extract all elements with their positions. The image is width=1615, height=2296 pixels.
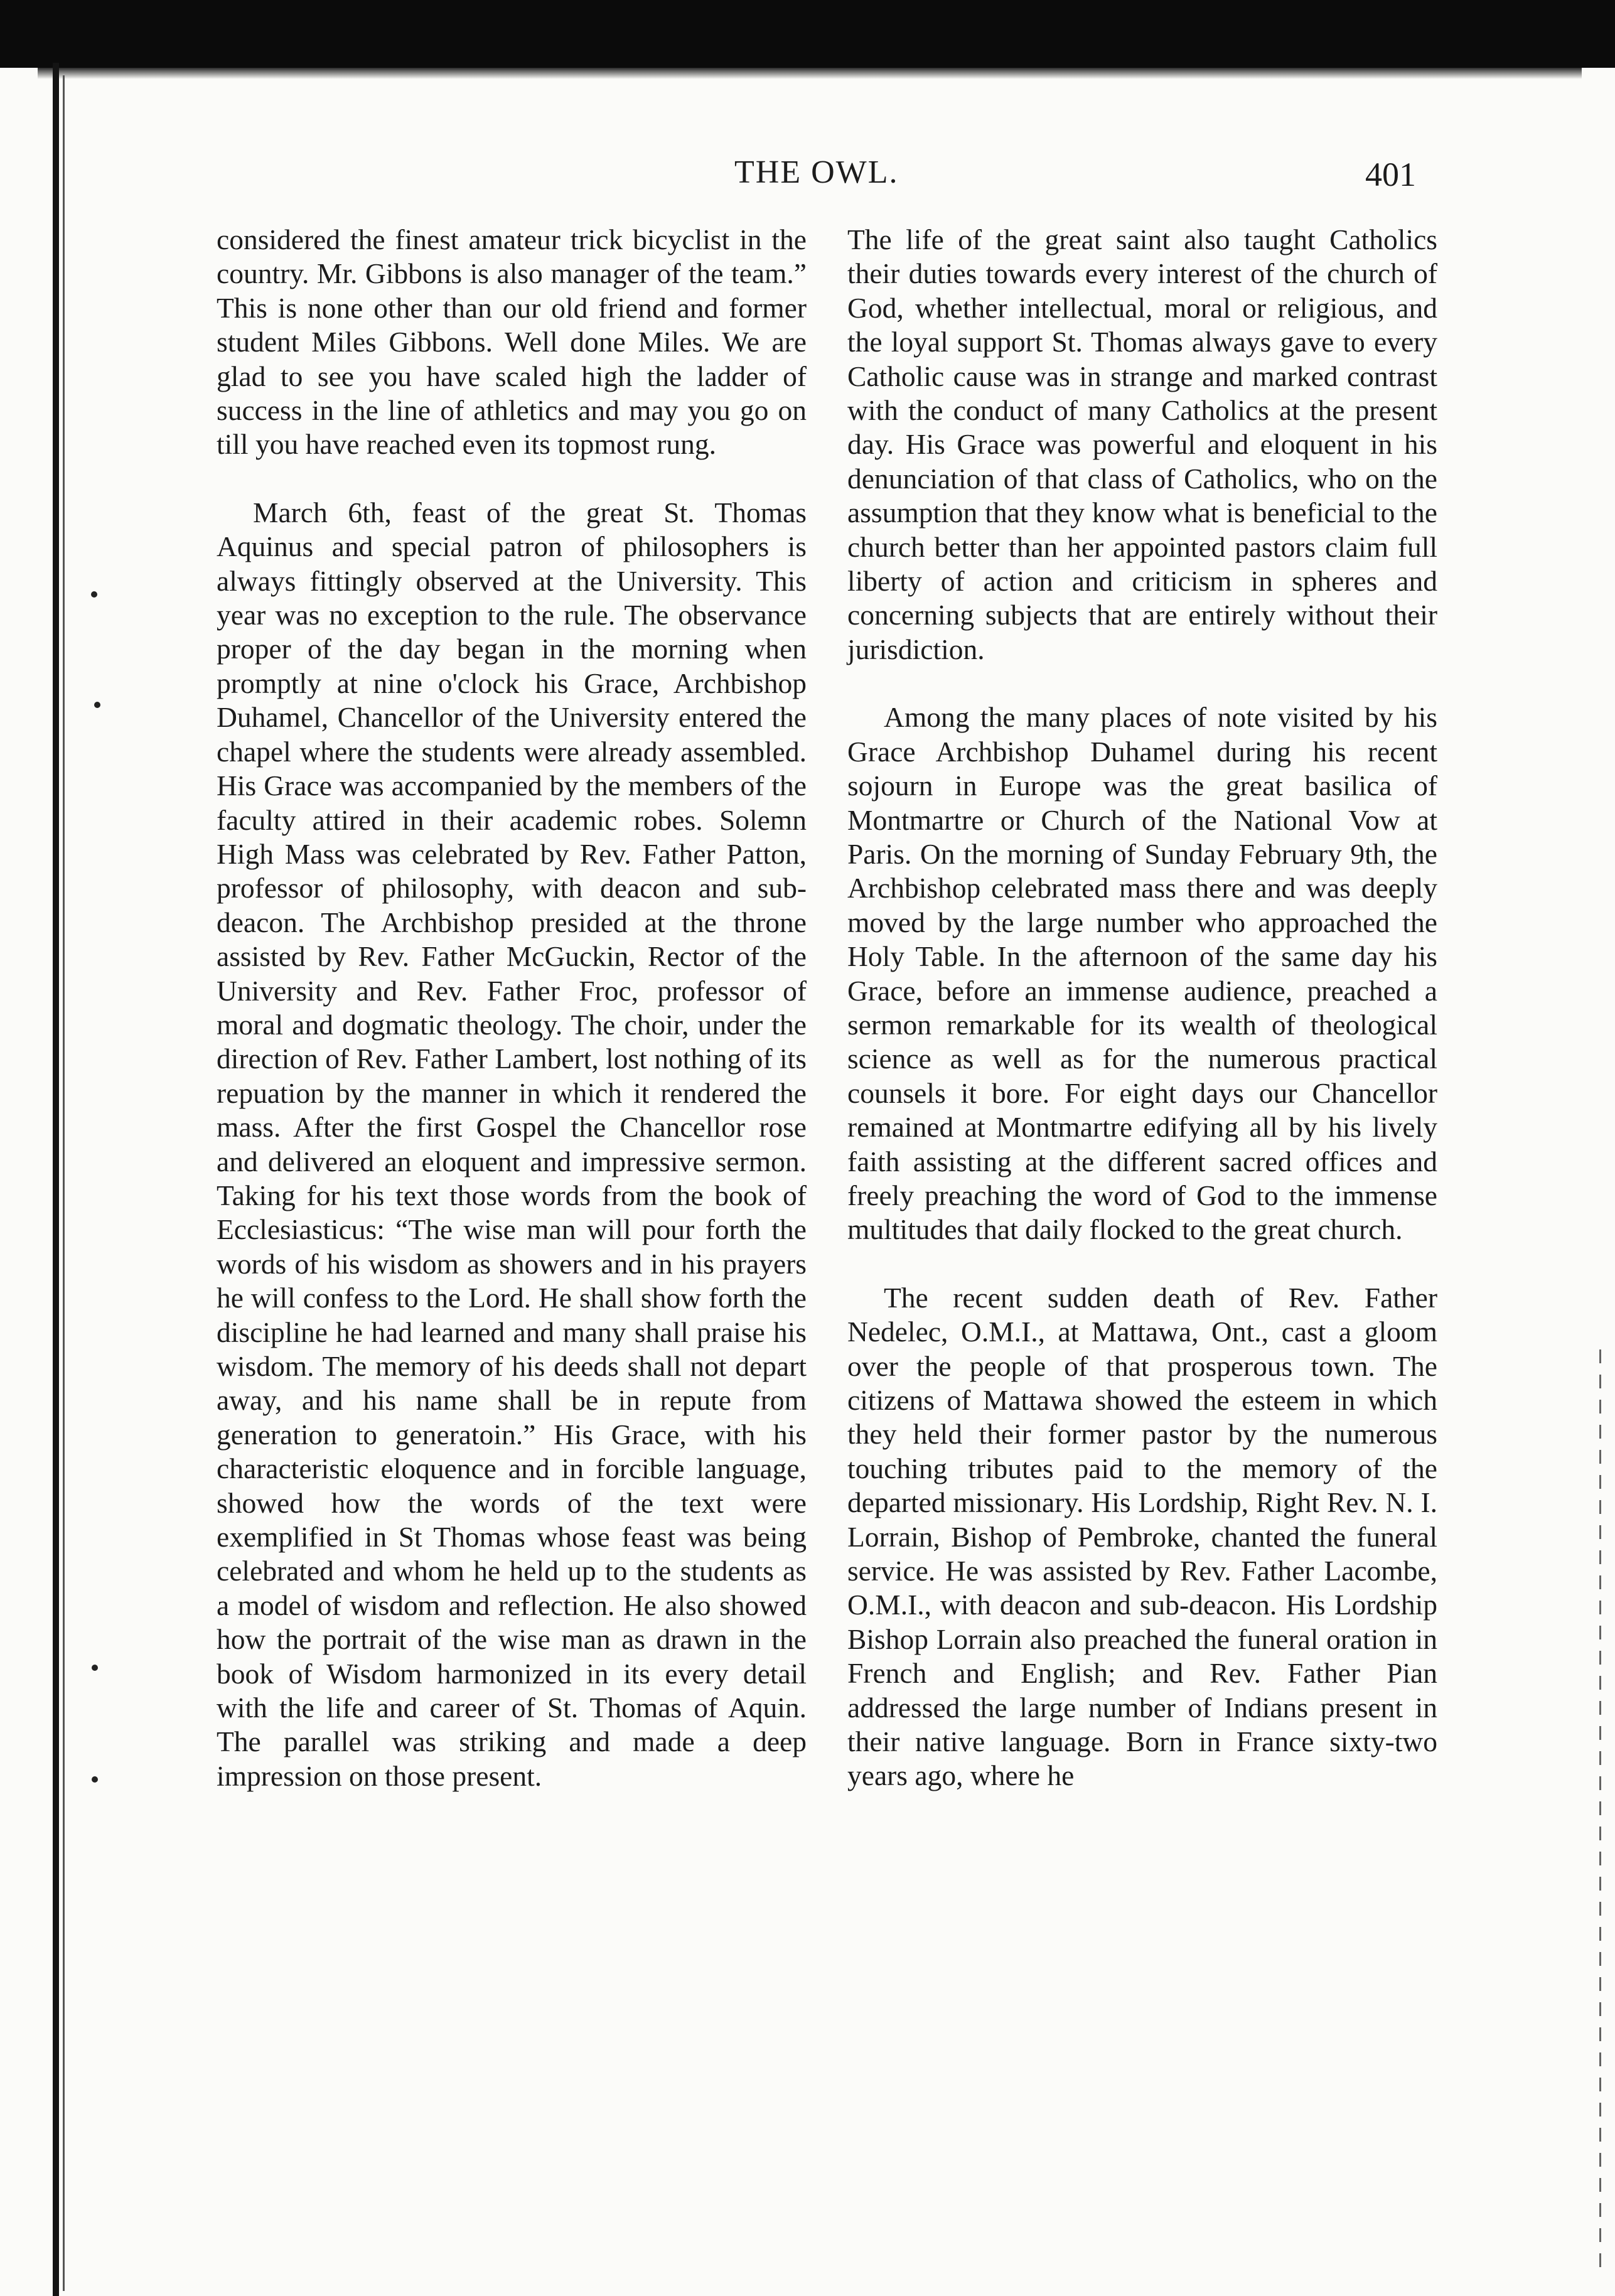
left-column: [217, 223, 807, 1827]
running-title: THE OWL.: [734, 154, 899, 190]
right-edge-scan-marks: [1599, 1349, 1601, 2278]
running-header: [0, 154, 1615, 204]
right-column: [847, 223, 1437, 1827]
binding-edge-rule: [53, 63, 59, 2296]
margin-mark: [92, 1776, 98, 1783]
paragraph: The life of the great saint also taught Catholics their duties towards every interest of the church of God, whether intellectual, moral or religious, and the loyal support St. Thomas always gave to every Catholic cause was in strange and marked contrast with the conduct of many Catholics at the present day. His Grace was powerful and eloquent in his denunciation of that class of Catholics, who on the assumption that they know what is beneficial to the church better than her appointed pastors claim full liberty of action and criticism in spheres and concerning subjects that are entirely without their jurisdiction.: [847, 223, 1437, 665]
paragraph: considered the finest amateur trick bicyclist in the country. Mr. Gibbons is also manager of the team.” This is none other than our old friend and former student Miles Gibbons. Well done Miles. We are glad to see you have scaled high the ladder of success in the line of athletics and may you go on till you have reached even its topmost rung.: [217, 223, 807, 461]
paragraph: Among the many places of note visited by his Grace Archbishop Duhamel during his recent sojourn in Europe was the great basilica of Montmartre or Church of the National Vow at Paris. On the morning of Sunday February 9th, the Archbishop celebrated mass there and was deeply moved by the large number who approached the Holy Table. In the afternoon of the same day his Grace, before an immense audience, preached a sermon remarkable for its wealth of theological science as well as for the numerous practical counsels it bore. For eight days our Chancellor remained at Montmartre edifying all by his lively faith assisting at the different sacred offices and freely preaching the word of God to the immense multitudes that daily flocked to the great church.: [847, 701, 1437, 1246]
page-top-scan-border: [0, 0, 1615, 68]
paragraph: March 6th, feast of the great St. Thomas Aquinus and special patron of philosophers is always fittingly observed at the University. This year was no exception to the rule. The observance proper of the day began in the morning when promptly at nine o'clock his Grace, Archbishop Duhamel, Chancellor of the University entered the chapel where the students were already assembled. His Grace was accompanied by the members of the faculty attired in their academic robes. Solemn High Mass was celebrated by Rev. Father Patton, professor of philosophy, with deacon and sub-deacon. The Archbishop presided at the throne assisted by Rev. Father McGuckin, Rector of the University and Rev. Father Froc, professor of moral and dogmatic theology. The choir, under the direction of Rev. Father Lambert, lost nothing of its repuation by the manner in which it rendered the mass. After the first Gospel the Chancellor rose and delivered an eloquent and impressive sermon. Taking for his text those words from the book of Ecclesiasticus: “The wise man will pour forth the words of his wisdom as showers and in his prayers he will confess to the Lord. He shall show forth the discipline he had learned and many shall praise his wisdom. The memory of his deeds shall not depart away, and his name shall be in repute from generation to generatoin.” His Grace, with his characteristic eloquence and in forcible language, showed how the words of the text were exemplified in St Thomas whose feast was being celebrated and whom he held up to the students as a model of wisdom and reflection. He also showed how the portrait of the wise man as drawn in the book of Wisdom harmonized in its every detail with the life and career of St. Thomas of Aquin. The parallel was striking and made a deep impression on those present.: [217, 496, 807, 1792]
paragraph: The recent sudden death of Rev. Father Nedelec, O.M.I., at Mattawa, Ont., cast a gloom over the people of that prosperous town. The citizens of Mattawa showed the esteem in which they held their former pastor by the numerous touching tributes paid to the memory of the departed missionary. His Lordship, Right Rev. N. I. Lorrain, Bishop of Pembroke, chanted the funeral service. He was assisted by Rev. Father Lacombe, O.M.I., with deacon and sub-deacon. His Lordship Bishop Lorrain also preached the funeral oration in French and English; and Rev. Father Pian addressed the large number of Indians present in their native language. Born in France sixty-two years ago, where he: [847, 1281, 1437, 1792]
binding-edge-line: [63, 75, 65, 2291]
scan-shadow-edge: [38, 68, 1582, 79]
margin-mark: [94, 702, 100, 708]
margin-mark: [92, 1665, 98, 1671]
page-number: 401: [1365, 156, 1416, 193]
margin-mark: [91, 591, 97, 598]
